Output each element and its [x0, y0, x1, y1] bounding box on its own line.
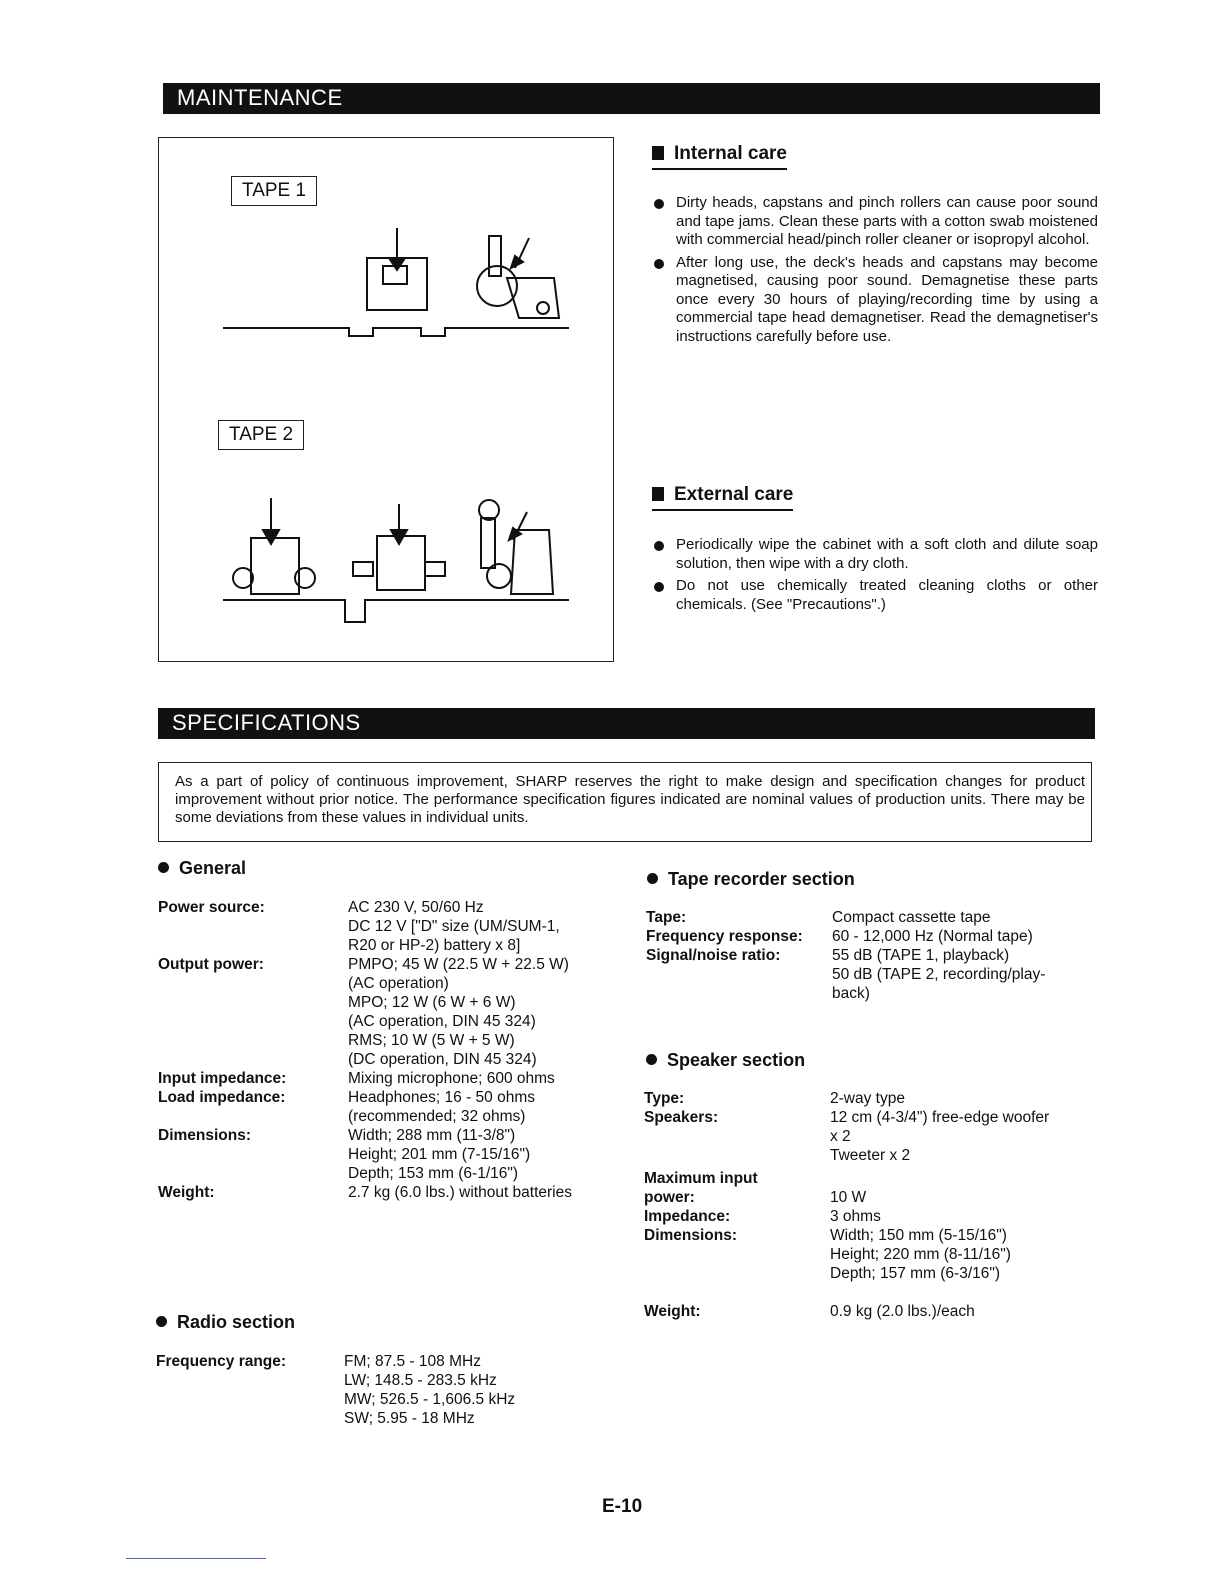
spec-row: Signal/noise ratio: 55 dB (TAPE 1, playback) 50 dB (TAPE 2, recording/play- back): [646, 947, 1046, 1002]
page-number: E-10: [602, 1496, 643, 1517]
external-care-heading: External care: [652, 484, 793, 506]
tape-recorder-spec-table: [646, 908, 1096, 1003]
spec-row: Load impedance: Headphones; 16 - 50 ohms (recommended; 32 ohms): [158, 1089, 535, 1125]
deck-head-illustration: [159, 138, 615, 663]
spec-row: Frequency response: 60 - 12,000 Hz (Normal tape): [646, 928, 1033, 945]
square-bullet-icon: [652, 146, 664, 160]
spec-row: Weight: 0.9 kg (2.0 lbs.)/each: [644, 1303, 975, 1320]
spec-row: Output power: PMPO; 45 W (22.5 W + 22.5 W) (AC operation) MPO; 12 W (6 W + 6 W) (AC operation, DIN 45 324) RMS; 10 W (5 W + 5 W) (DC operation, DIN 45 324): [158, 956, 569, 1068]
internal-care-heading: Internal care: [652, 143, 787, 165]
spec-row: Speakers: 12 cm (4-3/4") free-edge woofer x 2 Tweeter x 2: [644, 1109, 1050, 1164]
spec-row: Tape: Compact cassette tape: [646, 909, 991, 926]
general-heading: General: [158, 858, 246, 879]
radio-spec-table: [156, 1352, 616, 1428]
tape2-label: TAPE 2: [218, 420, 304, 450]
spec-row: Dimensions: Width; 288 mm (11-3/8") Height; 201 mm (7-15/16") Depth; 153 mm (6-1/16"): [158, 1127, 531, 1182]
tape-recorder-heading: Tape recorder section: [647, 869, 855, 890]
bullet-icon: [647, 873, 658, 884]
bullet-icon: [158, 862, 169, 873]
tape1-label: TAPE 1: [231, 176, 317, 206]
bullet-icon: [156, 1316, 167, 1327]
specifications-notice: As a part of policy of continuous improvement, SHARP reserves the right to make design and specification changes for product improvement without prior notice. The performance specification figures indicated are nominal values of production units. There may be some deviations from these values in individual units.: [158, 762, 1092, 842]
footer-rule: [126, 1558, 266, 1559]
spec-row: Input impedance: Mixing microphone; 600 ohms: [158, 1070, 555, 1087]
speaker-heading: Speaker section: [646, 1050, 805, 1071]
square-bullet-icon: [652, 487, 664, 501]
maintenance-header: [163, 83, 1100, 114]
list-item: Dirty heads, capstans and pinch rollers can cause poor sound and tape jams. Clean these parts with a cotton swab moistened with commercial head/pinch roller cleaner or isopropyl alcohol.: [652, 194, 1098, 250]
internal-care-list: [652, 194, 1098, 350]
maintenance-figure: [158, 137, 614, 662]
specifications-header: [158, 708, 1095, 739]
maintenance-title: MAINTENANCE: [177, 85, 343, 110]
external-care-list: [652, 536, 1098, 618]
speaker-spec-table: [644, 1089, 1094, 1321]
specifications-title: SPECIFICATIONS: [172, 710, 361, 735]
spec-row: Power source: AC 230 V, 50/60 Hz DC 12 V ["D" size (UM/SUM-1, R20 or HP-2) battery x 8]: [158, 899, 560, 954]
spec-row: Maximum input power: 10 W: [644, 1170, 867, 1206]
list-item: After long use, the deck's heads and capstans may become magnetised, causing poor sound. Demagnetise these parts once every 30 hours of playing/recording time by using a commercial tape head demagnetiser. Read the demagnetiser's instructions carefully before use.: [652, 254, 1098, 347]
spec-row: Impedance: 3 ohms: [644, 1208, 881, 1225]
spec-row: Dimensions: Width; 150 mm (5-15/16") Height; 220 mm (8-11/16") Depth; 157 mm (6-3/16"): [644, 1227, 1011, 1282]
spec-row: Type: 2-way type: [644, 1090, 905, 1107]
list-item: Periodically wipe the cabinet with a soft cloth and dilute soap solution, then wipe with a dry cloth.: [652, 536, 1098, 573]
spec-row: Weight: 2.7 kg (6.0 lbs.) without batteries: [158, 1184, 573, 1201]
spec-row: Frequency range: FM; 87.5 - 108 MHz LW; 148.5 - 283.5 kHz MW; 526.5 - 1,606.5 kHz SW; 5.95 - 18 MHz: [156, 1353, 516, 1427]
list-item: Do not use chemically treated cleaning cloths or other chemicals. (See "Precautions".): [652, 577, 1098, 614]
radio-heading: Radio section: [156, 1312, 295, 1333]
general-spec-table: [158, 898, 618, 1202]
bullet-icon: [646, 1054, 657, 1065]
